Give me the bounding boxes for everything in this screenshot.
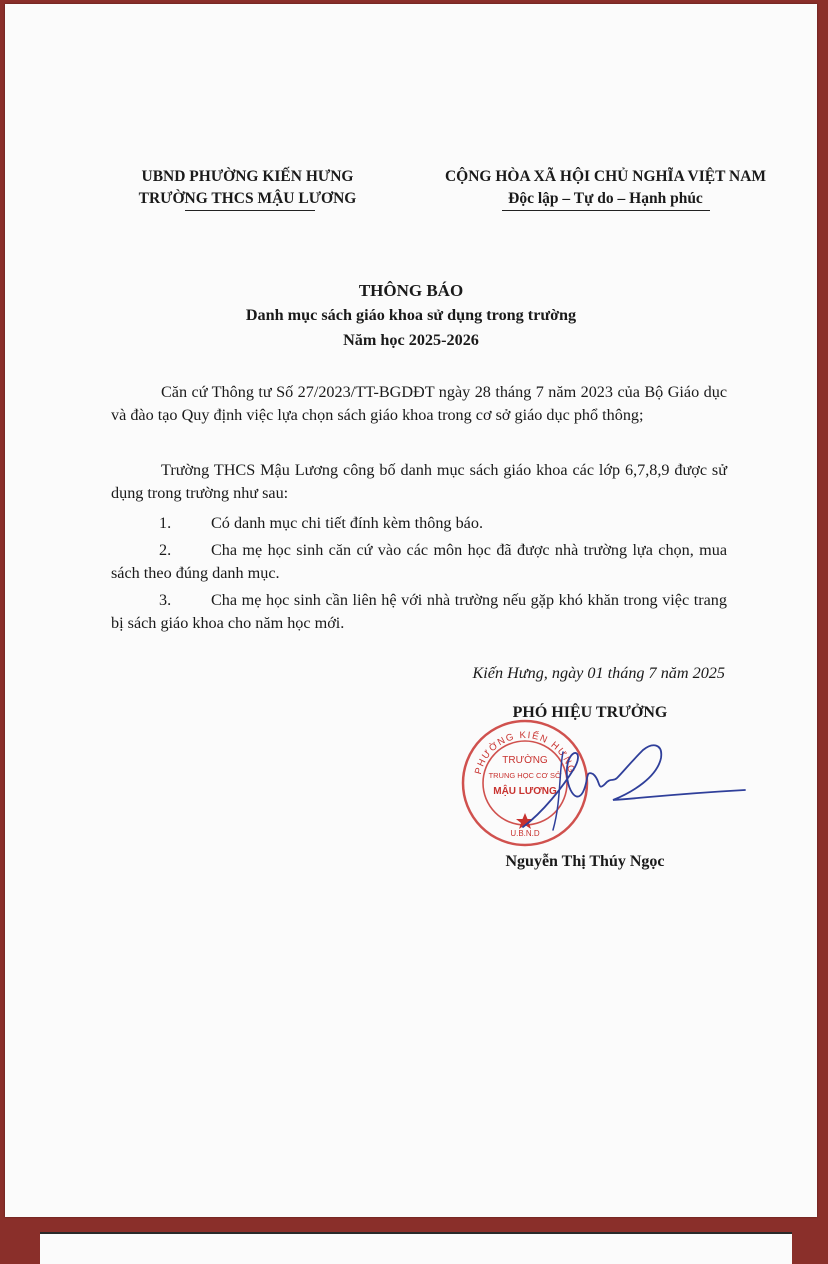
signer-position: PHÓ HIỆU TRƯỞNG [512,704,668,721]
issuer-line-2: TRƯỜNG THCS MẬU LƯƠNG [138,190,357,207]
next-page-edge [40,1232,792,1264]
list-item-number: 3. [159,591,172,609]
seal-outer-text: PHƯỜNG KIẾN HƯNG [472,729,578,776]
seal-line-2: TRUNG HỌC CƠ SỞ [488,771,562,780]
list-item [111,589,727,635]
seal-line-3: MẬU LƯƠNG [493,786,557,797]
national-header [433,166,778,210]
document-title: THÔNG BÁO [358,281,464,300]
list-item-number: 2. [159,541,172,559]
document-subtitle: Danh mục sách giáo khoa sử dụng trong trường [245,306,577,324]
list-item-text: Cha mẹ học sinh cần liên hệ với nhà trường nếu gặp khó khăn trong việc trang bị sách giáo khoa cho năm học mới. [111,591,727,632]
national-motto: Độc lập – Tự do – Hạnh phúc [508,190,703,207]
place-date: Kiến Hưng, ngày 01 tháng 7 năm 2025 [472,664,725,682]
seal-line-1: TRƯỜNG [502,755,548,766]
list-item-text: Cha mẹ học sinh căn cứ vào các môn học đã được nhà trường lựa chọn, mua sách theo đúng danh mục. [111,541,727,582]
paragraph-announcement: Trường THCS Mậu Lương công bố danh mục sách giáo khoa các lớp 6,7,8,9 được sử dụng trong trường như sau: [111,461,727,502]
handwritten-signature-icon [513,732,753,842]
signer-name: Nguyễn Thị Thúy Ngọc [505,853,665,870]
issuer-underline [185,210,315,211]
document-page [5,4,817,1217]
paragraph-legal-basis: Căn cứ Thông tư Số 27/2023/TT-BGDĐT ngày 28 tháng 7 năm 2023 của Bộ Giáo dục và đào tạo Quy định việc lựa chọn sách giáo khoa trong cơ sở giáo dục phổ thông; [111,383,727,424]
list-item [111,512,727,535]
list-item-number: 1. [159,514,172,532]
list-item [111,539,727,585]
motto-underline [502,210,710,211]
issuer-line-1: UBND PHƯỜNG KIẾN HƯNG [141,168,354,185]
issuer-header [115,166,380,210]
national-title: CỘNG HÒA XÃ HỘI CHỦ NGHĨA VIỆT NAM [444,168,767,185]
document-year: Năm học 2025-2026 [343,331,479,349]
seal-bottom-text: U.B.N.D [510,829,540,838]
list-item-text: Có danh mục chi tiết đính kèm thông báo. [211,514,483,532]
